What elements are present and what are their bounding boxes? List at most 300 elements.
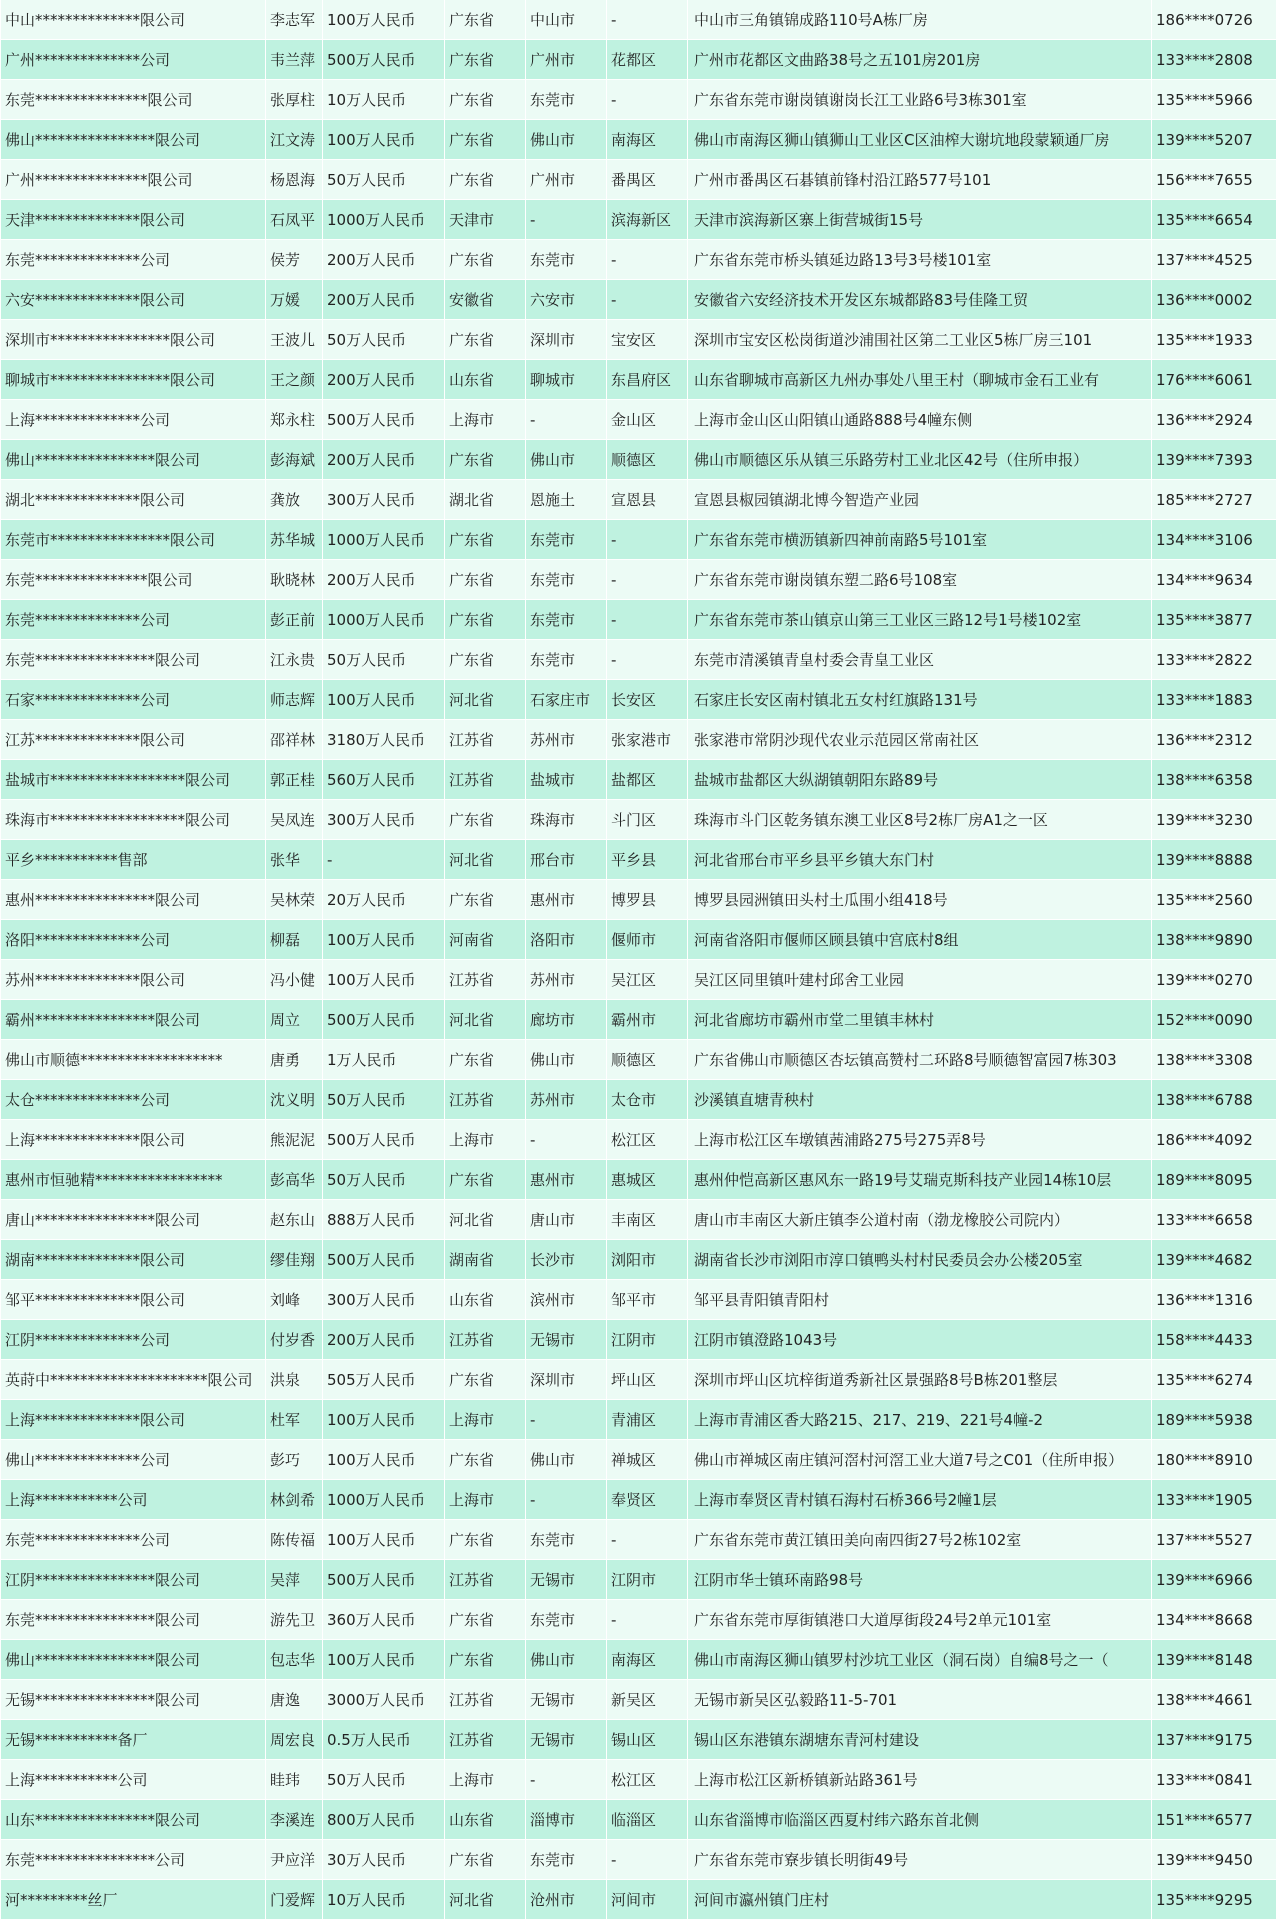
district-cell: 东昌府区 [607,360,688,400]
city-cell: 恩施土 [526,480,607,520]
phone-cell: 133****6658 [1152,1200,1277,1240]
province-cell: 山东省 [445,1800,526,1840]
city-cell: 广州市 [526,160,607,200]
table-row [1,1680,1277,1720]
phone-cell: 186****0726 [1152,0,1277,40]
city-cell: 无锡市 [526,1680,607,1720]
company-name-cell: 平乡***********售部 [1,840,266,880]
address-cell: 无锡市新吴区弘毅路11-5-701 [688,1680,1152,1720]
contact-person-cell: 侯芳 [266,240,323,280]
table-row [1,440,1277,480]
company-name-cell: 六安**************限公司 [1,280,266,320]
contact-person-cell: 师志辉 [266,680,323,720]
table-row [1,1040,1277,1080]
table-row [1,1160,1277,1200]
phone-cell: 137****4525 [1152,240,1277,280]
province-cell: 广东省 [445,1040,526,1080]
company-name-cell: 佛山****************限公司 [1,1640,266,1680]
city-cell: 唐山市 [526,1200,607,1240]
company-name-cell: 江阴**************公司 [1,1320,266,1360]
company-name-cell: 东莞**************公司 [1,1520,266,1560]
city-cell: 无锡市 [526,1320,607,1360]
province-cell: 安徽省 [445,280,526,320]
table-row [1,1080,1277,1120]
registered-capital-cell: 1000万人民币 [323,600,445,640]
phone-cell: 138****3308 [1152,1040,1277,1080]
city-cell: 石家庄市 [526,680,607,720]
address-cell: 珠海市斗门区乾务镇东澳工业区8号2栋厂房A1之一区 [688,800,1152,840]
contact-person-cell: 杨恩海 [266,160,323,200]
district-cell: - [607,640,688,680]
contact-person-cell: 沈义明 [266,1080,323,1120]
contact-person-cell: 冯小健 [266,960,323,1000]
contact-person-cell: 唐逸 [266,1680,323,1720]
province-cell: 广东省 [445,520,526,560]
address-cell: 安徽省六安经济技术开发区东城都路83号佳隆工贸 [688,280,1152,320]
contact-person-cell: 王波儿 [266,320,323,360]
district-cell: 禅城区 [607,1440,688,1480]
city-cell: 廊坊市 [526,1000,607,1040]
registered-capital-cell: 20万人民币 [323,880,445,920]
company-name-cell: 霸州****************限公司 [1,1000,266,1040]
contact-person-cell: 张厚柱 [266,80,323,120]
table-row [1,240,1277,280]
district-cell: 盐都区 [607,760,688,800]
registered-capital-cell: 0.5万人民币 [323,1720,445,1760]
province-cell: 上海市 [445,1120,526,1160]
district-cell: - [607,560,688,600]
phone-cell: 133****2808 [1152,40,1277,80]
registered-capital-cell: 50万人民币 [323,640,445,680]
contact-person-cell: 吴萍 [266,1560,323,1600]
city-cell: 东莞市 [526,640,607,680]
phone-cell: 139****0270 [1152,960,1277,1000]
province-cell: 广东省 [445,40,526,80]
province-cell: 广东省 [445,1160,526,1200]
district-cell: - [607,0,688,40]
table-row [1,1120,1277,1160]
table-row [1,1240,1277,1280]
table-row [1,560,1277,600]
company-name-cell: 佛山**************公司 [1,1440,266,1480]
company-name-cell: 苏州**************限公司 [1,960,266,1000]
phone-cell: 135****6274 [1152,1360,1277,1400]
province-cell: 湖南省 [445,1240,526,1280]
contact-person-cell: 李志军 [266,0,323,40]
registered-capital-cell: 300万人民币 [323,480,445,520]
table-row [1,1600,1277,1640]
province-cell: 江苏省 [445,960,526,1000]
contact-person-cell: 柳磊 [266,920,323,960]
address-cell: 湖南省长沙市浏阳市淳口镇鸭头村村民委员会办公楼205室 [688,1240,1152,1280]
contact-person-cell: 万媛 [266,280,323,320]
province-cell: 广东省 [445,160,526,200]
district-cell: - [607,1840,688,1880]
phone-cell: 134****8668 [1152,1600,1277,1640]
company-name-cell: 英莳中*********************限公司 [1,1360,266,1400]
phone-cell: 138****4661 [1152,1680,1277,1720]
address-cell: 佛山市南海区狮山镇罗村沙坑工业区（洞石岗）自编8号之一（ [688,1640,1152,1680]
city-cell: 东莞市 [526,1520,607,1560]
phone-cell: 135****2560 [1152,880,1277,920]
city-cell: - [526,1760,607,1800]
registered-capital-cell: 300万人民币 [323,800,445,840]
province-cell: 广东省 [445,1440,526,1480]
registered-capital-cell: 10万人民币 [323,80,445,120]
district-cell: 奉贤区 [607,1480,688,1520]
company-name-cell: 佛山****************限公司 [1,120,266,160]
table-row [1,1280,1277,1320]
contact-person-cell: 缪佳翔 [266,1240,323,1280]
phone-cell: 136****0002 [1152,280,1277,320]
address-cell: 上海市青浦区香大路215、217、219、221号4幢-2 [688,1400,1152,1440]
phone-cell: 180****8910 [1152,1440,1277,1480]
city-cell: 东莞市 [526,1840,607,1880]
table-row [1,1000,1277,1040]
city-cell: 惠州市 [526,1160,607,1200]
registered-capital-cell: 888万人民币 [323,1200,445,1240]
province-cell: 广东省 [445,80,526,120]
address-cell: 唐山市丰南区大新庄镇李公道村南（渤龙橡胶公司院内） [688,1200,1152,1240]
registered-capital-cell: 1000万人民币 [323,200,445,240]
city-cell: 无锡市 [526,1560,607,1600]
district-cell: 顺德区 [607,440,688,480]
city-cell: 淄博市 [526,1800,607,1840]
company-name-cell: 深圳市****************限公司 [1,320,266,360]
phone-cell: 135****5966 [1152,80,1277,120]
table-row [1,0,1277,40]
province-cell: 广东省 [445,1600,526,1640]
address-cell: 广东省东莞市桥头镇延边路13号3号楼101室 [688,240,1152,280]
table-row [1,80,1277,120]
contact-person-cell: 陈传福 [266,1520,323,1560]
registered-capital-cell: 3000万人民币 [323,1680,445,1720]
contact-person-cell: 周宏良 [266,1720,323,1760]
contact-person-cell: 眭玮 [266,1760,323,1800]
phone-cell: 158****4433 [1152,1320,1277,1360]
contact-person-cell: 包志华 [266,1640,323,1680]
registered-capital-cell: 100万人民币 [323,960,445,1000]
registered-capital-cell: 200万人民币 [323,280,445,320]
table-row [1,1440,1277,1480]
province-cell: 河北省 [445,1200,526,1240]
province-cell: 广东省 [445,120,526,160]
phone-cell: 139****8888 [1152,840,1277,880]
phone-cell: 151****6577 [1152,1800,1277,1840]
phone-cell: 134****3106 [1152,520,1277,560]
table-row [1,200,1277,240]
province-cell: 广东省 [445,0,526,40]
company-name-cell: 东莞***************限公司 [1,560,266,600]
province-cell: 江苏省 [445,1080,526,1120]
phone-cell: 134****9634 [1152,560,1277,600]
contact-person-cell: 付岁香 [266,1320,323,1360]
contact-person-cell: 唐勇 [266,1040,323,1080]
province-cell: 上海市 [445,1400,526,1440]
phone-cell: 139****6966 [1152,1560,1277,1600]
phone-cell: 137****9175 [1152,1720,1277,1760]
table-row [1,960,1277,1000]
registered-capital-cell: 500万人民币 [323,1560,445,1600]
table-row [1,1320,1277,1360]
address-cell: 河南省洛阳市偃师区顾县镇中宫底村8组 [688,920,1152,960]
province-cell: 广东省 [445,880,526,920]
table-row [1,1760,1277,1800]
city-cell: 惠州市 [526,880,607,920]
address-cell: 山东省淄博市临淄区西夏村纬六路东首北侧 [688,1800,1152,1840]
table-row [1,680,1277,720]
province-cell: 广东省 [445,320,526,360]
city-cell: 苏州市 [526,720,607,760]
district-cell: 南海区 [607,1640,688,1680]
registered-capital-cell: 200万人民币 [323,560,445,600]
company-name-cell: 盐城市******************限公司 [1,760,266,800]
district-cell: 宝安区 [607,320,688,360]
registered-capital-cell: 30万人民币 [323,1840,445,1880]
table-row [1,520,1277,560]
company-name-cell: 佛山市顺德******************* [1,1040,266,1080]
registered-capital-cell: - [323,840,445,880]
table-row [1,400,1277,440]
address-cell: 上海市松江区车墩镇茜浦路275号275弄8号 [688,1120,1152,1160]
contact-person-cell: 耿晓林 [266,560,323,600]
province-cell: 广东省 [445,800,526,840]
company-name-cell: 上海**************限公司 [1,1120,266,1160]
table-row [1,1840,1277,1880]
district-cell: 惠城区 [607,1160,688,1200]
province-cell: 上海市 [445,1480,526,1520]
city-cell: 东莞市 [526,240,607,280]
registered-capital-cell: 100万人民币 [323,680,445,720]
table-row [1,120,1277,160]
contact-person-cell: 苏华城 [266,520,323,560]
phone-cell: 133****0841 [1152,1760,1277,1800]
contact-person-cell: 熊泥泥 [266,1120,323,1160]
city-cell: 广州市 [526,40,607,80]
phone-cell: 136****2312 [1152,720,1277,760]
province-cell: 山东省 [445,360,526,400]
district-cell: 花都区 [607,40,688,80]
registered-capital-cell: 200万人民币 [323,360,445,400]
address-cell: 河间市瀛州镇门庄村 [688,1880,1152,1920]
district-cell: 锡山区 [607,1720,688,1760]
registered-capital-cell: 1000万人民币 [323,520,445,560]
district-cell: 河间市 [607,1880,688,1920]
district-cell: 松江区 [607,1120,688,1160]
company-name-cell: 东莞市****************限公司 [1,520,266,560]
address-cell: 石家庄长安区南村镇北五女村红旗路131号 [688,680,1152,720]
city-cell: 深圳市 [526,320,607,360]
phone-cell: 189****5938 [1152,1400,1277,1440]
city-cell: 佛山市 [526,1640,607,1680]
district-cell: 博罗县 [607,880,688,920]
province-cell: 广东省 [445,1360,526,1400]
province-cell: 江苏省 [445,720,526,760]
address-cell: 广东省东莞市谢岗镇东塑二路6号108室 [688,560,1152,600]
address-cell: 广东省东莞市黄江镇田美向南四街27号2栋102室 [688,1520,1152,1560]
district-cell: 滨海新区 [607,200,688,240]
registered-capital-cell: 500万人民币 [323,400,445,440]
address-cell: 佛山市南海区狮山镇狮山工业区C区油榨大谢坑地段蒙颖通厂房 [688,120,1152,160]
company-name-cell: 无锡***********备厂 [1,1720,266,1760]
district-cell: 平乡县 [607,840,688,880]
province-cell: 河南省 [445,920,526,960]
district-cell: 江阴市 [607,1560,688,1600]
phone-cell: 136****1316 [1152,1280,1277,1320]
registered-capital-cell: 100万人民币 [323,1440,445,1480]
table-row [1,840,1277,880]
contact-person-cell: 林剑希 [266,1480,323,1520]
company-name-cell: 江苏**************限公司 [1,720,266,760]
registered-capital-cell: 560万人民币 [323,760,445,800]
district-cell: 太仓市 [607,1080,688,1120]
phone-cell: 135****6654 [1152,200,1277,240]
province-cell: 河北省 [445,1000,526,1040]
district-cell: 丰南区 [607,1200,688,1240]
province-cell: 天津市 [445,200,526,240]
company-name-cell: 聊城市****************限公司 [1,360,266,400]
address-cell: 东莞市清溪镇青皇村委会青皇工业区 [688,640,1152,680]
registered-capital-cell: 1000万人民币 [323,1480,445,1520]
contact-person-cell: 彭巧 [266,1440,323,1480]
registered-capital-cell: 505万人民币 [323,1360,445,1400]
table-row [1,1720,1277,1760]
contact-person-cell: 彭海斌 [266,440,323,480]
district-cell: - [607,1600,688,1640]
table-row [1,880,1277,920]
city-cell: 聊城市 [526,360,607,400]
district-cell: - [607,280,688,320]
city-cell: 东莞市 [526,560,607,600]
company-name-cell: 江阴****************限公司 [1,1560,266,1600]
province-cell: 广东省 [445,640,526,680]
district-cell: 邹平市 [607,1280,688,1320]
district-cell: - [607,240,688,280]
registered-capital-cell: 500万人民币 [323,1120,445,1160]
contact-person-cell: 韦兰萍 [266,40,323,80]
contact-person-cell: 江永贵 [266,640,323,680]
company-name-cell: 东莞****************限公司 [1,640,266,680]
address-cell: 佛山市顺德区乐从镇三乐路劳村工业北区42号（住所申报） [688,440,1152,480]
registered-capital-cell: 500万人民币 [323,1000,445,1040]
contact-person-cell: 杜军 [266,1400,323,1440]
contact-person-cell: 尹应洋 [266,1840,323,1880]
district-cell: 番禺区 [607,160,688,200]
phone-cell: 138****6788 [1152,1080,1277,1120]
address-cell: 上海市松江区新桥镇新站路361号 [688,1760,1152,1800]
phone-cell: 139****7393 [1152,440,1277,480]
address-cell: 广东省东莞市横沥镇新四神前南路5号101室 [688,520,1152,560]
city-cell: 东莞市 [526,600,607,640]
phone-cell: 137****5527 [1152,1520,1277,1560]
registered-capital-cell: 500万人民币 [323,40,445,80]
table-row [1,40,1277,80]
address-cell: 河北省廊坊市霸州市堂二里镇丰林村 [688,1000,1152,1040]
address-cell: 吴江区同里镇叶建村邱舍工业园 [688,960,1152,1000]
table-row [1,1200,1277,1240]
address-cell: 锡山区东港镇东湖塘东青河村建设 [688,1720,1152,1760]
address-cell: 惠州仲恺高新区惠风东一路19号艾瑞克斯科技产业园14栋10层 [688,1160,1152,1200]
address-cell: 邹平县青阳镇青阳村 [688,1280,1152,1320]
company-name-cell: 珠海市******************限公司 [1,800,266,840]
city-cell: 深圳市 [526,1360,607,1400]
address-cell: 广东省东莞市寮步镇长明街49号 [688,1840,1152,1880]
contact-person-cell: 洪泉 [266,1360,323,1400]
district-cell: - [607,600,688,640]
registered-capital-cell: 100万人民币 [323,1520,445,1560]
table-row [1,720,1277,760]
address-cell: 沙溪镇直塘青秧村 [688,1080,1152,1120]
company-name-cell: 山东****************限公司 [1,1800,266,1840]
registered-capital-cell: 3180万人民币 [323,720,445,760]
phone-cell: 133****2822 [1152,640,1277,680]
table-row [1,360,1277,400]
province-cell: 江苏省 [445,1320,526,1360]
city-cell: 长沙市 [526,1240,607,1280]
table-row [1,480,1277,520]
registered-capital-cell: 360万人民币 [323,1600,445,1640]
district-cell: 偃师市 [607,920,688,960]
phone-cell: 139****8148 [1152,1640,1277,1680]
city-cell: 东莞市 [526,520,607,560]
contact-person-cell: 郭正桂 [266,760,323,800]
address-cell: 天津市滨海新区寨上街营城街15号 [688,200,1152,240]
district-cell: 浏阳市 [607,1240,688,1280]
registered-capital-cell: 100万人民币 [323,120,445,160]
phone-cell: 135****9295 [1152,1880,1277,1920]
company-name-cell: 唐山****************限公司 [1,1200,266,1240]
phone-cell: 135****1933 [1152,320,1277,360]
table-row [1,320,1277,360]
registered-capital-cell: 500万人民币 [323,1240,445,1280]
phone-cell: 139****3230 [1152,800,1277,840]
city-cell: 佛山市 [526,120,607,160]
district-cell: 长安区 [607,680,688,720]
contact-person-cell: 龚放 [266,480,323,520]
phone-cell: 138****9890 [1152,920,1277,960]
province-cell: 河北省 [445,680,526,720]
address-cell: 广东省东莞市茶山镇京山第三工业区三路12号1号楼102室 [688,600,1152,640]
city-cell: 中山市 [526,0,607,40]
registered-capital-cell: 50万人民币 [323,1160,445,1200]
registered-capital-cell: 200万人民币 [323,1320,445,1360]
contact-person-cell: 刘峰 [266,1280,323,1320]
company-name-cell: 广州***************限公司 [1,160,266,200]
phone-cell: 186****4092 [1152,1120,1277,1160]
company-name-cell: 邹平**************限公司 [1,1280,266,1320]
contact-person-cell: 彭高华 [266,1160,323,1200]
registered-capital-cell: 800万人民币 [323,1800,445,1840]
company-name-cell: 石家**************公司 [1,680,266,720]
district-cell: 新吴区 [607,1680,688,1720]
contact-person-cell: 王之颜 [266,360,323,400]
province-cell: 江苏省 [445,760,526,800]
company-name-cell: 东莞**************公司 [1,600,266,640]
table-row [1,1880,1277,1920]
contact-person-cell: 吴凤连 [266,800,323,840]
contact-person-cell: 江文涛 [266,120,323,160]
address-cell: 上海市奉贤区青村镇石海村石桥366号2幢1层 [688,1480,1152,1520]
province-cell: 广东省 [445,560,526,600]
registered-capital-cell: 100万人民币 [323,1640,445,1680]
address-cell: 广东省东莞市厚街镇港口大道厚街段24号2单元101室 [688,1600,1152,1640]
registered-capital-cell: 50万人民币 [323,320,445,360]
address-cell: 广东省佛山市顺德区杏坛镇高赞村二环路8号顺德智富园7栋303 [688,1040,1152,1080]
province-cell: 广东省 [445,600,526,640]
province-cell: 广东省 [445,1840,526,1880]
company-name-cell: 无锡****************限公司 [1,1680,266,1720]
table-row [1,1520,1277,1560]
